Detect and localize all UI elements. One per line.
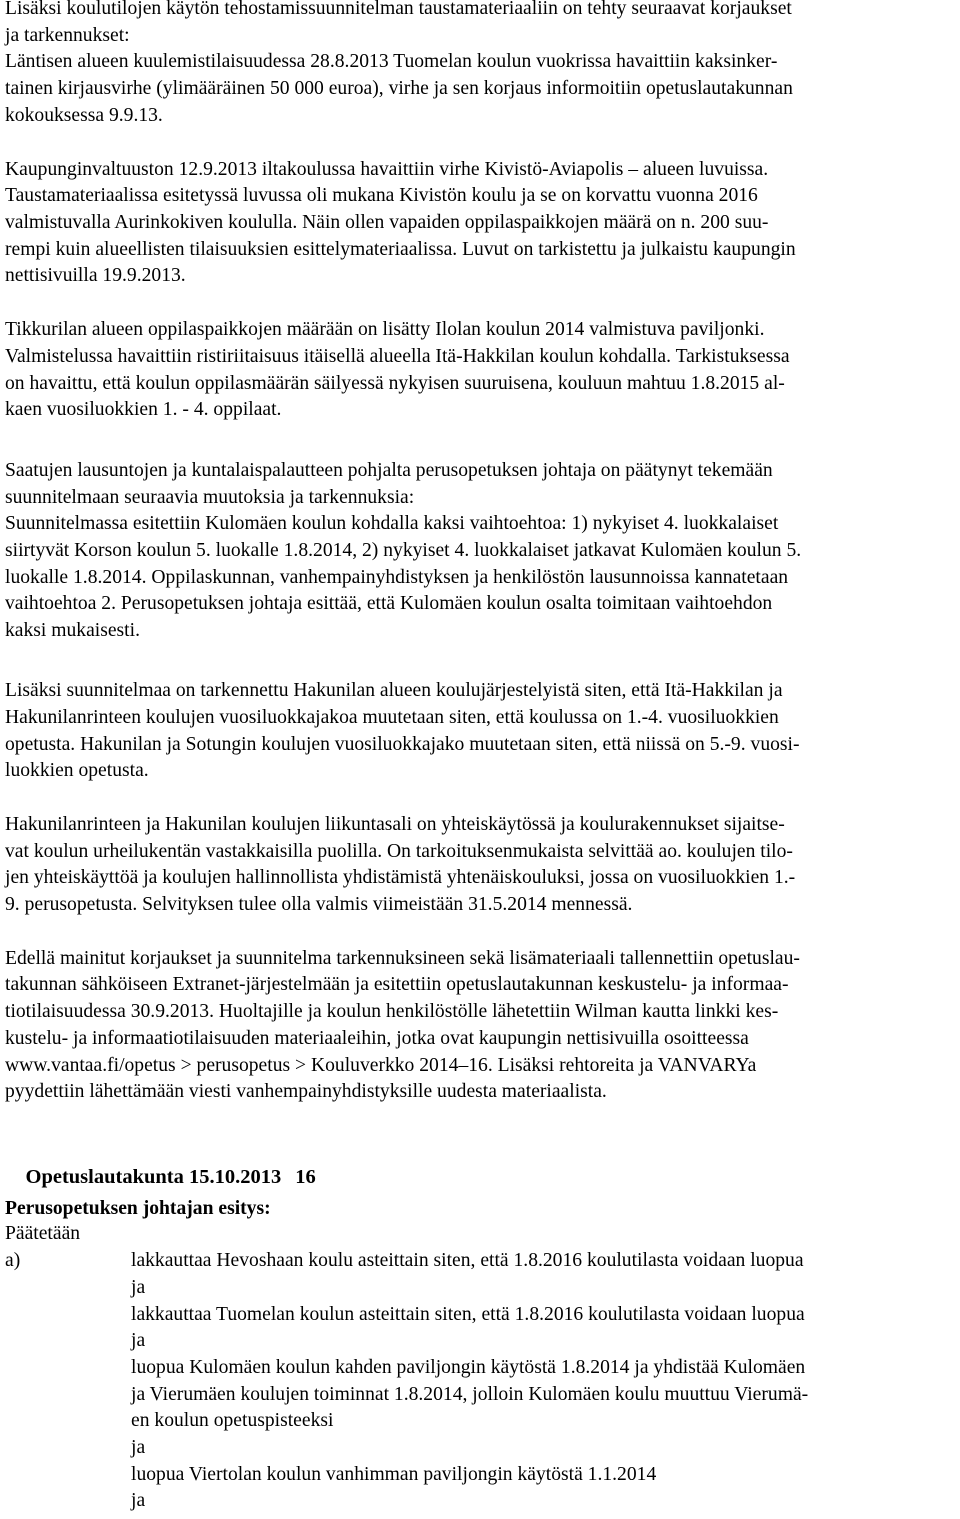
text-line: tainen kirjausvirhe (ylimääräinen 50 000 euroa), virhe ja sen korjaus informoitiin opetuslautakunnan <box>5 78 793 99</box>
text-line: Hakunilanrinteen ja Hakunilan koulujen liikuntasali on yhteiskäytössä ja koulurakennukset sijaitse- <box>5 814 785 835</box>
text-line: Edellä mainitut korjaukset ja suunnitelma tarkennuksineen sekä lisämateriaali tallennettiin opetuslau- <box>5 948 800 969</box>
list-item: luopua Kulomäen koulun kahden paviljongin käytöstä 1.8.2014 ja yhdistää Kulomäen <box>131 1357 806 1378</box>
text-line: Valmistelussa havaittiin ristiriitaisuus itäisellä alueella Itä-Hakkilan koulun kohdalla. Tarkistuksessa <box>5 346 790 367</box>
text-line: luokalle 1.8.2014. Oppilaskunnan, vanhempainyhdistyksen ja henkilöstön lausunnoissa kannatetaan <box>5 567 789 588</box>
list-item: lakkauttaa Tuomelan koulun asteittain siten, että 1.8.2016 koulutilasta voidaan luopua <box>131 1304 805 1325</box>
text-line: Suunnitelmassa esitettiin Kulomäen koulun kohdalla kaksi vaihtoehtoa: 1) nykyiset 4. luokkalaiset <box>5 513 779 534</box>
proposal-intro: Päätetään <box>5 1223 81 1244</box>
list-item: luopua Viertolan koulun vanhimman paviljongin käytöstä 1.1.2014 <box>131 1464 657 1485</box>
text-line: tiotilaisuudessa 30.9.2013. Huoltajille ja koulun henkilöstölle lähetettiin Wilman kautta linkki kes- <box>5 1001 779 1022</box>
text-line: kaksi mukaisesti. <box>5 620 140 641</box>
text-line: valmistuvalla Aurinkokiven koululla. Näin ollen vapaiden oppilaspaikkojen määrä on n. 200 suu- <box>5 212 769 233</box>
text-line: kaen vuosiluokkien 1. - 4. oppilaat. <box>5 399 282 420</box>
text-line: kokouksessa 9.9.13. <box>5 105 163 126</box>
section-heading <box>5 1138 316 1188</box>
list-item: ja <box>131 1330 146 1351</box>
text-line: Kaupunginvaltuuston 12.9.2013 iltakoulussa havaittiin virhe Kivistö-Aviapolis – alueen luvuissa. <box>5 159 769 180</box>
list-label: a) <box>5 1250 21 1271</box>
list-item: ja <box>131 1277 146 1298</box>
text-line: rempi kuin alueellisten tilaisuuksien esittelymateriaalissa. Luvut on tarkistettu ja julkaistu kaupungin <box>5 239 796 260</box>
text-line: on havaittu, että koulun oppilasmäärän säilyessä nykyisen suuruisena, kouluun mahtuu 1.8.2015 al- <box>5 373 785 394</box>
text-line: Taustamateriaalissa esitetyssä luvussa oli mukana Kivistön koulu ja se on korvattu vuonna 2016 <box>5 185 758 206</box>
list-item: en koulun opetuspisteeksi <box>131 1410 334 1431</box>
text-line: jen yhteiskäyttöä ja koulujen hallinnollista yhdistämistä yhtenäiskouluksi, jossa on vuosiluokkien 1.- <box>5 867 796 888</box>
text-line: luokkien opetusta. <box>5 760 149 781</box>
text-line: Läntisen alueen kuulemistilaisuudessa 28.8.2013 Tuomelan koulun vuokrissa havaittiin kaksinker- <box>5 51 778 72</box>
text-line: siirtyvät Korson koulun 5. luokalle 1.8.2014, 2) nykyiset 4. luokkalaiset jatkavat Kulomäen koulun 5. <box>5 540 802 561</box>
text-line: vat koulun urheilukentän vastakkaisilla puolilla. On tarkoituksenmukaista selvittää ao. koulujen tilo- <box>5 841 793 862</box>
text-line: vaihtoehtoa 2. Perusopetuksen johtaja esittää, että Kulomäen koulun osalta toimitaan vaihtoehdon <box>5 593 773 614</box>
text-line: Saatujen lausuntojen ja kuntalaispalautteen pohjalta perusopetuksen johtaja on päätynyt tekemään <box>5 460 773 481</box>
text-line: Lisäksi suunnitelmaa on tarkennettu Hakunilan alueen koulujärjestelyistä siten, että Itä-Hakkilan ja <box>5 680 783 701</box>
list-item: ja <box>131 1437 146 1458</box>
text-line: suunnitelmaan seuraavia muutoksia ja tarkennuksia: <box>5 487 415 508</box>
list-item: lakkauttaa Hevoshaan koulu asteittain siten, että 1.8.2016 koulutilasta voidaan luopua <box>131 1250 804 1271</box>
list-item: ja <box>131 1490 146 1511</box>
proposal-heading: Perusopetuksen johtajan esitys: <box>5 1198 271 1219</box>
list-item: ja Vierumäen koulujen toiminnat 1.8.2014, jolloin Kulomäen koulu muuttuu Vierumä- <box>131 1384 809 1405</box>
section-title: Opetuslautakunta 15.10.2013 <box>25 1166 282 1188</box>
text-line: www.vantaa.fi/opetus > perusopetus > Kouluverkko 2014–16. Lisäksi rehtoreita ja VANVARYa <box>5 1055 757 1076</box>
text-line: ja tarkennukset: <box>5 25 130 46</box>
text-line: kustelu- ja informaatiotilaisuuden materiaaleihin, jotka ovat kaupungin nettisivuilla osoitteessa <box>5 1028 749 1049</box>
text-line: takunnan sähköiseen Extranet-järjestelmään ja esitettiin opetuslautakunnan keskustelu- ja informaa- <box>5 974 789 995</box>
text-line: Hakunilanrinteen koulujen vuosiluokkajakoa muutetaan siten, että koulussa on 1.-4. vuosiluokkien <box>5 707 779 728</box>
text-line: 9. perusopetusta. Selvityksen tulee olla valmis viimeistään 31.5.2014 mennessä. <box>5 894 633 915</box>
text-line: pyydettiin lähettämään viesti vanhempainyhdistyksille uudesta materiaalista. <box>5 1081 607 1102</box>
text-line: opetusta. Hakunilan ja Sotungin koulujen vuosiluokkajako muutetaan siten, että niissä on 5.-9. vuosi- <box>5 734 800 755</box>
text-line: Lisäksi koulutilojen käytön tehostamissuunnitelman taustamateriaaliin on tehty seuraavat korjaukset <box>5 0 792 19</box>
text-line: Tikkurilan alueen oppilaspaikkojen määrään on lisätty Ilolan koulun 2014 valmistuva paviljonki. <box>5 319 765 340</box>
section-number: 16 <box>295 1166 316 1188</box>
text-line: nettisivuilla 19.9.2013. <box>5 265 186 286</box>
